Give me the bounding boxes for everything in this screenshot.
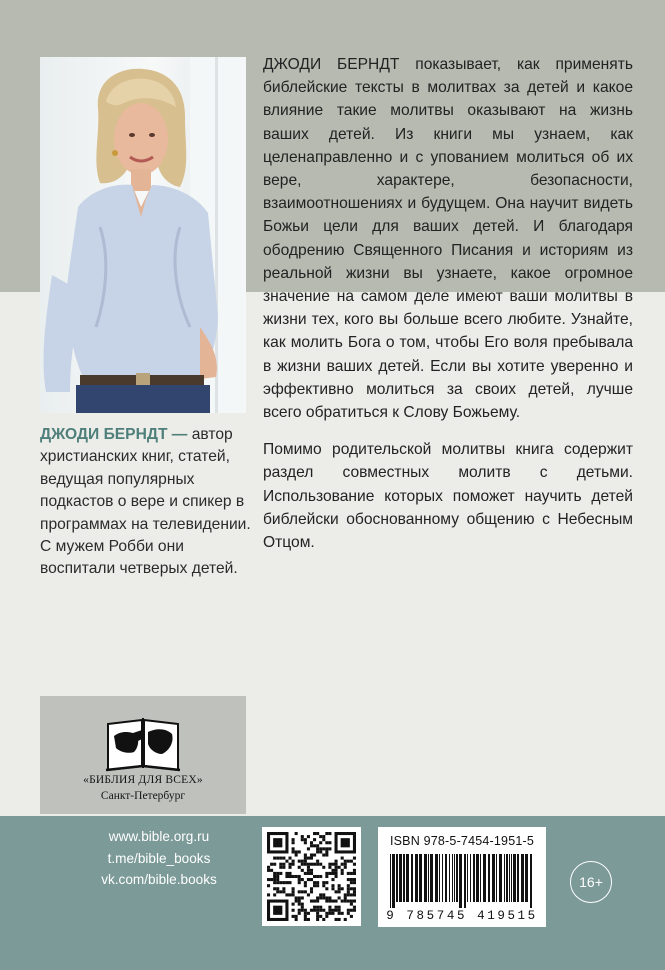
telegram-link[interactable]: t.me/bible_books	[107, 850, 211, 866]
qr-code[interactable]	[262, 827, 361, 926]
publisher-city: Санкт-Петербург	[100, 790, 186, 802]
main-description	[263, 53, 633, 554]
isbn-label: ISBN 978-5-7454-1951-5	[389, 834, 535, 848]
description-paragraph-1-text: показывает, как применять библейские тексты в молитвах за детей и какое влияние такие молитвы оказывают на жизнь ваших детей. Из книги мы узнаем, как целенаправленно и с упованием молиться об их вере, характере, безопасности, взаимоотношениях и будущем. Она научит видеть Божьи цели для ваших детей. И благодаря ободрению Священного Писания и историям из реальной жизни вы узнаете, какое огромное значение на самом деле имеют ваши молитвы в жизни тех, кого вы больше всего любите. Узнайте, как молить Бога о том, чтобы Его воля пребывала в жизни ваших детей. Если вы хотите уверенно и эффективно молиться за своих детей, лучше всего обратиться к Слову Божьему.	[263, 56, 633, 422]
contact-links	[64, 826, 254, 891]
barcode-icon	[390, 854, 534, 908]
description-paragraph-2: Помимо родительской молитвы книга содержит раздел совместных молитв с детьми. Использование которых поможет научить детей библейски обоснованному общению с Небесным Отцом.	[263, 441, 633, 552]
author-bio	[40, 424, 255, 581]
qr-code-icon	[267, 832, 356, 921]
isbn-barcode	[378, 827, 546, 927]
age-rating-badge: 16+	[570, 861, 612, 903]
description-paragraph-1	[263, 53, 633, 424]
main-author-name: ДЖОДИ БЕРНДТ	[263, 56, 400, 73]
author-bio-name: ДЖОДИ БЕРНДТ —	[40, 426, 188, 443]
barcode-digits: 9 785745 419515	[386, 909, 538, 923]
author-photo	[40, 57, 246, 413]
publisher-block	[40, 696, 246, 814]
publisher-name: «БИБЛИЯ ДЛЯ ВСЕХ»	[83, 774, 203, 786]
website-link[interactable]: www.bible.org.ru	[108, 829, 210, 844]
author-bio-text: автор христианских книг, статей, ведущая популярных подкастов о вере и спикер в программах на телевидении. С мужем Робби они воспитали четверых детей.	[40, 426, 251, 578]
open-book-map-icon	[104, 714, 182, 772]
vk-link[interactable]: vk.com/bible.books	[101, 872, 217, 887]
